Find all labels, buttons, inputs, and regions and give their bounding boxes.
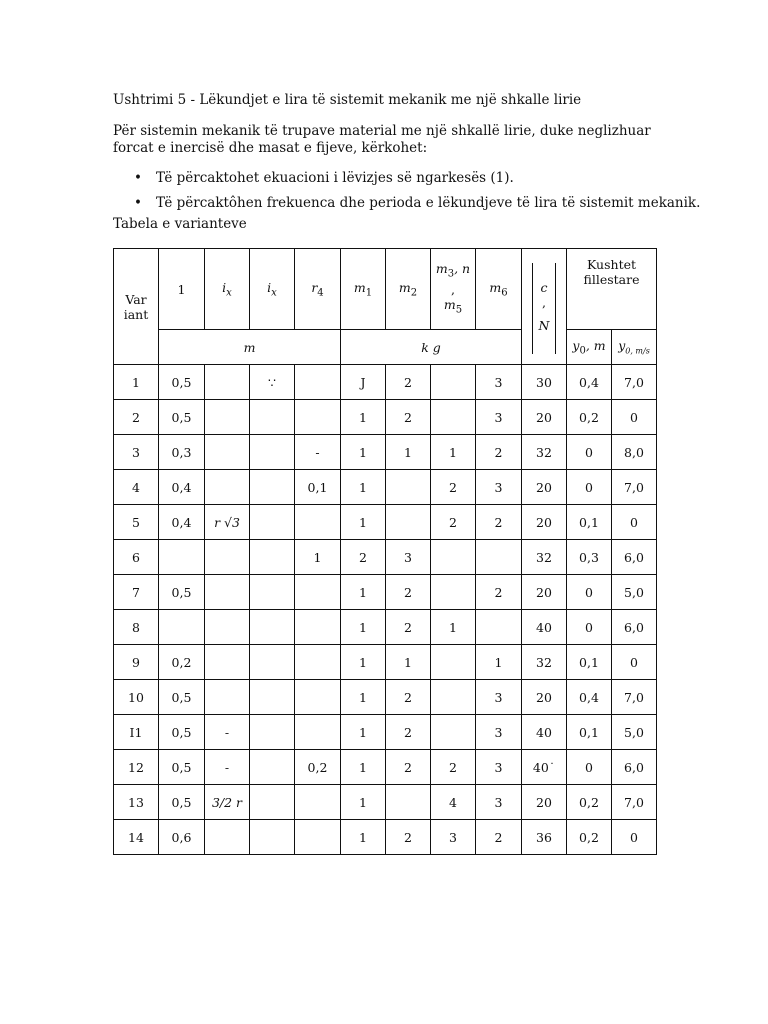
table-cell: 0	[567, 575, 612, 610]
table-cell	[250, 505, 295, 540]
table-cell: 9	[114, 645, 159, 680]
header-initial-conditions: Kushtet fillestare	[567, 249, 657, 330]
task-text: Të përcaktôhen frekuenca dhe perioda e lëkundjeve të lira të sistemit mekanik.	[156, 195, 701, 211]
header-r4: $r_4$	[295, 249, 341, 330]
table-cell	[295, 610, 341, 645]
table-cell	[205, 400, 250, 435]
table-cell	[250, 645, 295, 680]
table-cell: 1	[341, 785, 386, 820]
table-cell: 1	[386, 645, 431, 680]
table-row	[114, 645, 657, 680]
table-cell	[295, 505, 341, 540]
table-cell: 2	[431, 470, 476, 505]
table-cell: 2	[476, 820, 522, 855]
table-cell: 1	[341, 820, 386, 855]
table-cell: 32	[522, 540, 567, 575]
table-cell: 3	[476, 715, 522, 750]
table-cell: 20	[522, 680, 567, 715]
table-cell	[295, 820, 341, 855]
table-cell: 0,4	[567, 680, 612, 715]
table-cell	[295, 645, 341, 680]
table-cell: 8,0	[612, 435, 657, 470]
table-cell: 1	[341, 715, 386, 750]
table-cell: 1	[341, 400, 386, 435]
table-cell	[431, 365, 476, 400]
table-cell: 3/2 r	[205, 785, 250, 820]
table-cell	[205, 540, 250, 575]
table-cell: -	[205, 715, 250, 750]
table-cell	[205, 820, 250, 855]
header-m6: $m_6$	[476, 249, 522, 330]
table-cell: 3	[476, 365, 522, 400]
table-cell: 0,1	[567, 505, 612, 540]
table-cell: 2	[386, 820, 431, 855]
table-cell	[295, 680, 341, 715]
table-cell: 0,4	[159, 505, 205, 540]
table-cell: 0,5	[159, 715, 205, 750]
table-cell: 6	[114, 540, 159, 575]
table-cell: 7,0	[612, 365, 657, 400]
table-cell: 5,0	[612, 575, 657, 610]
table-body	[114, 365, 657, 855]
table-cell: 1	[341, 575, 386, 610]
table-row	[114, 820, 657, 855]
table-cell: 1	[431, 610, 476, 645]
header-y0-ms: $y_{0, m/s}$	[612, 330, 657, 365]
table-cell: 30	[522, 365, 567, 400]
table-cell	[476, 540, 522, 575]
table-cell: 2	[386, 750, 431, 785]
table-cell: 0	[567, 435, 612, 470]
table-cell	[250, 680, 295, 715]
table-cell: ∵	[250, 365, 295, 400]
table-cell: 2	[114, 400, 159, 435]
unit-meters: m	[159, 330, 341, 365]
table-cell: 2	[386, 365, 431, 400]
table-row	[114, 610, 657, 645]
table-cell	[205, 365, 250, 400]
table-cell: 5	[114, 505, 159, 540]
table-cell: 20	[522, 400, 567, 435]
table-cell: 1	[341, 435, 386, 470]
table-cell: 0,1	[567, 645, 612, 680]
header-y0-m: $y_0$, m	[567, 330, 612, 365]
table-cell	[205, 470, 250, 505]
table-cell: 20	[522, 785, 567, 820]
table-cell: 0	[612, 505, 657, 540]
table-cell: 12	[114, 750, 159, 785]
header-m3-m5: $m_3$, n , $m_5$	[431, 249, 476, 330]
table-cell: 0,5	[159, 785, 205, 820]
bullet-icon: •	[134, 170, 142, 186]
table-cell: 32	[522, 435, 567, 470]
table-cell	[250, 820, 295, 855]
table-cell: 0	[567, 750, 612, 785]
table-cell	[431, 680, 476, 715]
table-cell: 2	[386, 400, 431, 435]
header-m1: $m_1$	[341, 249, 386, 330]
header-ix-1: $i_x$	[205, 249, 250, 330]
table-cell: 1	[341, 750, 386, 785]
table-cell: 36	[522, 820, 567, 855]
table-cell: 3	[476, 750, 522, 785]
table-cell	[159, 540, 205, 575]
table-cell	[431, 715, 476, 750]
table-cell	[431, 645, 476, 680]
table-row	[114, 365, 657, 400]
table-cell: 0,3	[567, 540, 612, 575]
table-cell	[431, 400, 476, 435]
table-cell: 13	[114, 785, 159, 820]
table-cell: 5,0	[612, 715, 657, 750]
table-row	[114, 470, 657, 505]
unit-kilograms: k g	[341, 330, 522, 365]
table-cell: 3	[114, 435, 159, 470]
table-cell: 0,2	[567, 785, 612, 820]
table-cell: 1	[341, 610, 386, 645]
table-cell	[431, 575, 476, 610]
table-row	[114, 785, 657, 820]
header-ix-2: $i_x$	[250, 249, 295, 330]
table-cell: 14	[114, 820, 159, 855]
table-cell: 2	[386, 680, 431, 715]
bullet-icon: •	[134, 195, 142, 211]
table-cell: 1	[386, 435, 431, 470]
task-list	[113, 170, 700, 220]
table-cell	[250, 750, 295, 785]
header-m2: $m_2$	[386, 249, 431, 330]
table-cell: 40	[522, 610, 567, 645]
table-cell: 1	[431, 435, 476, 470]
intro-paragraph: Për sistemin mekanik të trupave material me një shkallë lirie, duke neglizhuar forcat e inercisë dhe masat e fijeve, kërkohet:	[113, 123, 651, 156]
table-row	[114, 400, 657, 435]
table-cell	[250, 540, 295, 575]
table-cell: 0,5	[159, 365, 205, 400]
table-cell	[250, 400, 295, 435]
header-col-1: 1	[159, 249, 205, 330]
table-cell: 32	[522, 645, 567, 680]
table-cell: 3	[431, 820, 476, 855]
table-cell: 20	[522, 470, 567, 505]
table-row	[114, 575, 657, 610]
table-cell: 20	[522, 505, 567, 540]
table-cell	[295, 400, 341, 435]
table-cell: 6,0	[612, 610, 657, 645]
table-cell: 40˙	[522, 750, 567, 785]
table-row	[114, 750, 657, 785]
exercise-title: Ushtrimi 5 - Lëkundjet e lira të sistemit mekanik me një shkalle lirie	[113, 92, 582, 108]
table-row	[114, 715, 657, 750]
table-cell: 2	[431, 750, 476, 785]
table-cell: 0,1	[567, 715, 612, 750]
header-stiffness-c: c , N	[522, 249, 567, 365]
table-cell	[386, 505, 431, 540]
table-cell	[205, 575, 250, 610]
table-cell: 6,0	[612, 540, 657, 575]
table-cell: 0,1	[295, 470, 341, 505]
table-cell: 7,0	[612, 470, 657, 505]
table-cell: r √3	[205, 505, 250, 540]
table-cell: J	[341, 365, 386, 400]
table-cell: 0,3	[159, 435, 205, 470]
table-cell	[386, 470, 431, 505]
table-cell	[205, 610, 250, 645]
table-cell	[250, 785, 295, 820]
table-cell: 2	[476, 435, 522, 470]
variants-table	[113, 248, 657, 855]
table-cell: 0	[612, 645, 657, 680]
table-cell: 0,2	[567, 820, 612, 855]
table-cell: I1	[114, 715, 159, 750]
table-cell: 2	[476, 505, 522, 540]
table-row	[114, 540, 657, 575]
table-cell: 1	[341, 680, 386, 715]
table-cell: 10	[114, 680, 159, 715]
table-cell	[295, 575, 341, 610]
table-cell: 3	[386, 540, 431, 575]
table-cell: 0,5	[159, 750, 205, 785]
table-cell: 1	[341, 470, 386, 505]
table-cell: 4	[431, 785, 476, 820]
table-cell: 3	[476, 470, 522, 505]
table-cell: 1	[341, 505, 386, 540]
table-cell: 0	[612, 400, 657, 435]
table-cell: 2	[386, 575, 431, 610]
table-cell: 6,0	[612, 750, 657, 785]
table-cell: 1	[114, 365, 159, 400]
table-cell: 7,0	[612, 680, 657, 715]
table-cell: 2	[431, 505, 476, 540]
task-item	[113, 170, 700, 195]
table-caption: Tabela e varianteve	[113, 216, 247, 232]
table-cell: 0,5	[159, 575, 205, 610]
table-cell	[431, 540, 476, 575]
table-cell	[250, 610, 295, 645]
table-cell: 0,6	[159, 820, 205, 855]
table-cell: 7	[114, 575, 159, 610]
table-cell: 1	[341, 645, 386, 680]
table-cell	[205, 680, 250, 715]
table-cell: 0	[567, 610, 612, 645]
table-header-row	[114, 249, 657, 330]
table-cell: -	[205, 750, 250, 785]
table-cell	[386, 785, 431, 820]
table-cell: 2	[476, 575, 522, 610]
task-text: Të përcaktohet ekuacioni i lëvizjes së ngarkesës (1).	[156, 170, 514, 186]
table-cell: 3	[476, 680, 522, 715]
table-cell: 2	[386, 610, 431, 645]
table-cell: 1	[476, 645, 522, 680]
table-cell	[295, 365, 341, 400]
table-units-row	[114, 330, 657, 365]
table-cell: 20	[522, 575, 567, 610]
table-cell: -	[295, 435, 341, 470]
table-row	[114, 505, 657, 540]
table-cell: 7,0	[612, 785, 657, 820]
table-cell: 2	[341, 540, 386, 575]
table-cell: 0	[612, 820, 657, 855]
table-cell: 0,2	[567, 400, 612, 435]
table-cell: 1	[295, 540, 341, 575]
table-cell: 0,5	[159, 400, 205, 435]
table-cell	[250, 470, 295, 505]
table-cell	[205, 645, 250, 680]
table-cell	[250, 575, 295, 610]
table-cell: 0,4	[159, 470, 205, 505]
table-cell	[295, 785, 341, 820]
table-cell	[205, 435, 250, 470]
table-cell: 0,4	[567, 365, 612, 400]
header-variant: Var iant	[114, 249, 159, 365]
table-cell: 0,2	[159, 645, 205, 680]
table-cell	[250, 715, 295, 750]
table-cell: 8	[114, 610, 159, 645]
table-cell: 0	[567, 470, 612, 505]
table-cell	[159, 610, 205, 645]
table-row	[114, 680, 657, 715]
table-cell: 4	[114, 470, 159, 505]
table-cell: 3	[476, 785, 522, 820]
table-cell: 40	[522, 715, 567, 750]
table-cell: 3	[476, 400, 522, 435]
table-cell	[250, 435, 295, 470]
table-cell: 0,2	[295, 750, 341, 785]
table-cell: 0,5	[159, 680, 205, 715]
table-cell	[476, 610, 522, 645]
table-cell	[295, 715, 341, 750]
table-cell: 2	[386, 715, 431, 750]
table-row	[114, 435, 657, 470]
